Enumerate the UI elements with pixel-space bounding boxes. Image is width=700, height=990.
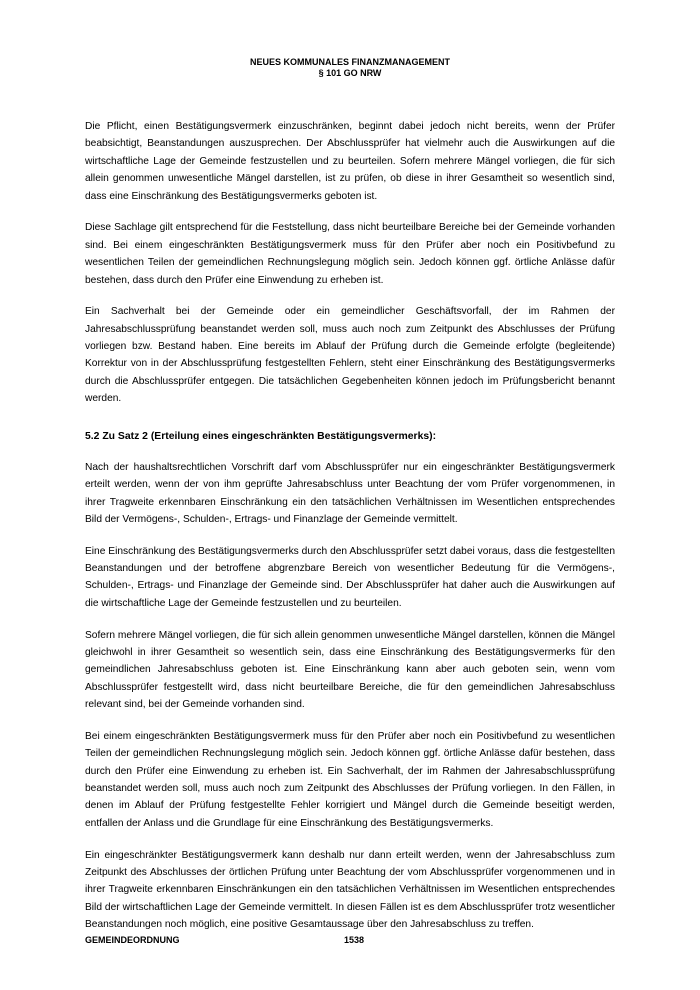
page-number: 1538 [344,935,365,945]
paragraph: Nach der haushaltsrechtlichen Vorschrift darf vom Abschlussprüfer nur ein eingeschränkter Bestätigungsvermerk erteilt werden, wenn der von ihm geprüfte Jahresabschluss unter Beachtung der vom Prüfer vorgenommenen, in ihrer Tragweite erkennbaren Einschränkung ein den tatsächlichen Verhältnissen im Wesentlichen entsprechendes Bild der Vermögens-, Schulden-, Ertrags- und Finanzlage der Gemeinde vermittelt. [85,461,615,525]
paragraph: Ein eingeschränkter Bestätigungsvermerk kann deshalb nur dann erteilt werden, wenn der Jahresabschluss zum Zeitpunkt des Abschlusses der örtlichen Prüfung unter Beachtung der vom Abschlussprüfer vorgenommenen und in ihrer Tragweite erkennbaren Einschränkungen ein den tatsächlichen Verhältnissen im Wesentlichen entsprechendes Bild der wirtschaftlichen Lage der Gemeinde vermittelt. In diesen Fällen ist es dem Abschlussprüfer trotz wesentlicher Beanstandungen noch möglich, eine positive Gesamtaussage über den Jahresabschluss zu treffen. [85,849,615,931]
page-body [85,118,615,948]
paragraph: Bei einem eingeschränkten Bestätigungsvermerk muss für den Prüfer aber noch ein Positivbefund zu wesentlichen Teilen der gemeindlichen Rechnungslegung möglich sein. Jedoch können ggf. örtliche Anlässe dafür bestehen, dass durch den Prüfer eine Einwendung zu erheben ist. Ein Sachverhalt, der im Rahmen der Jahresabschlussprüfung beanstandet werden soll, muss auch noch zum Zeitpunkt des Abschlusses der Prüfung vorliegen. In den Fällen, in denen im Ablauf der Prüfung festgestellte Fehler korrigiert und Mängel durch die Gemeinde beseitigt werden, entfallen der Anlass und die Grundlage für eine Einschränkung des Bestätigungsvermerks. [85,730,615,829]
paragraph: Die Pflicht, einen Bestätigungsvermerk einzuschränken, beginnt dabei jedoch nicht bereits, wenn der Prüfer beabsichtigt, Beanstandungen auszusprechen. Der Abschlussprüfer hat vielmehr auch die Auswirkungen auf die wirtschaftliche Lage der Gemeinde festzustellen und zu beurteilen. Sofern mehrere Mängel vorliegen, die für sich allein genommen unwesentliche Mängel darstellen, ist zu prüfen, ob diese in ihrer Gesamtheit so wesentlich sind, dass eine Einschränkung des Bestätigungsvermerks geboten ist. [85,121,615,202]
paragraph: Ein Sachverhalt bei der Gemeinde oder ein gemeindlicher Geschäftsvorfall, der im Rahmen der Jahresabschlussprüfung beanstandet werden soll, muss auch noch zum Zeitpunkt des Abschlusses der Prüfung vorliegen bzw. Bestand haben. Eine bereits im Ablauf der Prüfung durch die Gemeinde erfolgte (begleitende) Korrektur von in der Abschlussprüfung festgestellten Fehlern, steht einer Einschränkung des Bestätigungsvermerks durch die Abschlussprüfer entgegen. Die tatsächlichen Gegebenheiten können jedoch im Prüfungsbericht benannt werden. [85,306,615,405]
header-title: NEUES KOMMUNALES FINANZMANAGEMENT [250,57,450,67]
paragraph: Sofern mehrere Mängel vorliegen, die für sich allein genommen unwesentliche Mängel darstellen, können die Mängel gleichwohl in ihrer Gesamtheit so wesentlich sein, dass eine Einschränkung des Bestätigungsvermerks für den gemeindlichen Jahresabschluss geboten ist. Eine Einschränkung kann aber auch geboten sein, wenn vom Abschlussprüfer festgestellt wird, dass nicht beurteilbare Bereiche, die für den gemeindlichen Jahresabschluss relevant sind, bei der Gemeinde vorhanden sind. [85,629,615,711]
paragraph: Eine Einschränkung des Bestätigungsvermerks durch den Abschlussprüfer setzt dabei voraus, dass die festgestellten Beanstandungen und der betroffene abgrenzbare Bereich von wesentlicher Bedeutung für die Vermögens-, Schulden-, Ertrags- und Finanzlage der Gemeinde sind. Der Abschlussprüfer hat daher auch die Auswirkungen auf die wirtschaftliche Lage der Gemeinde festzustellen und zu beurteilen. [85,545,615,609]
paragraph: Diese Sachlage gilt entsprechend für die Feststellung, dass nicht beurteilbare Bereiche bei der Gemeinde vorhanden sind. Bei einem eingeschränkten Bestätigungsvermerk muss für den Prüfer aber noch ein Positivbefund zu wesentlichen Teilen der gemeindlichen Rechnungslegung möglich sein. Jedoch können ggf. örtliche Anlässe dafür bestehen, dass durch den Prüfer eine Einwendung zu erheben ist. [85,222,615,286]
header-subtitle: § 101 GO NRW [318,68,382,78]
page-header [0,57,700,79]
footer-label: GEMEINDEORDNUNG [85,935,180,945]
section-heading: 5.2 Zu Satz 2 (Erteilung eines eingeschränkten Bestätigungsvermerks): [85,430,437,442]
